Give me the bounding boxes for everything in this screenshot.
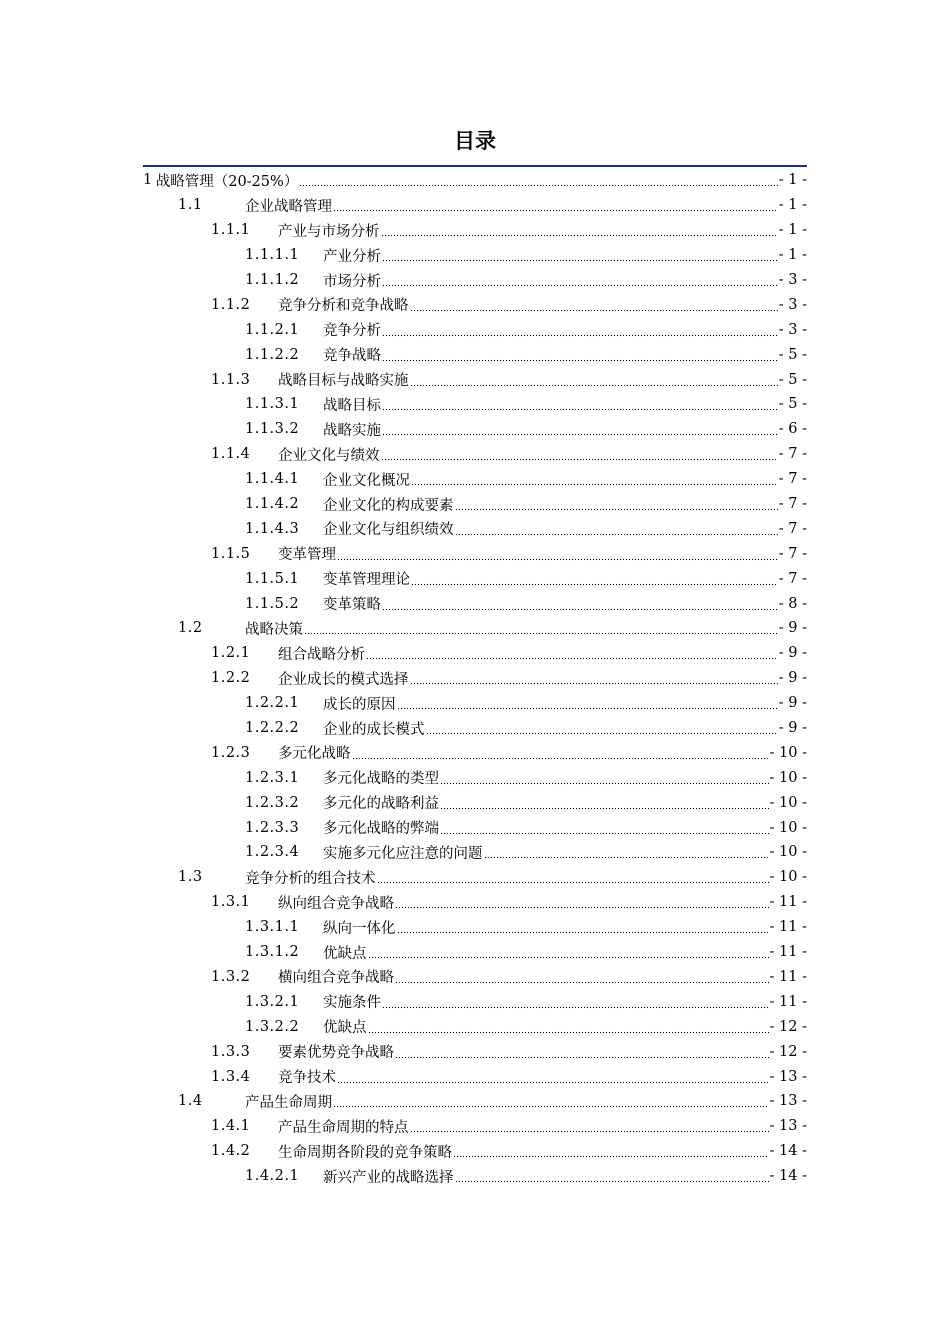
toc-entry[interactable]: [143, 865, 807, 890]
toc-entry-number: 1.4.2: [211, 1143, 251, 1160]
toc-entry[interactable]: [143, 765, 807, 790]
toc-entry-page: - 3 -: [778, 272, 807, 288]
toc-entry[interactable]: [143, 641, 807, 666]
toc-entry[interactable]: [143, 1164, 807, 1189]
toc-entry-number: 1.4.2.1: [245, 1168, 300, 1185]
toc-entry-number: 1.1.1.2: [245, 272, 300, 288]
toc-entry-page: - 12 -: [769, 1018, 807, 1035]
dot-leader: [337, 1070, 769, 1084]
toc-entry[interactable]: [143, 516, 807, 541]
toc-entry-title: 优缺点: [323, 945, 367, 962]
toc-entry-title: 竞争分析和竞争战略: [278, 298, 409, 315]
toc-entry-number: 1.1.2: [211, 296, 251, 313]
toc-entry-title: 竞争技术: [278, 1070, 336, 1086]
toc-entry[interactable]: [143, 1089, 807, 1114]
toc-entry-page: - 10 -: [769, 769, 807, 786]
toc-entry-number: 1.1.4.2: [245, 496, 300, 513]
toc-entry-number: 1.1.4.3: [245, 520, 300, 537]
dot-leader: [397, 920, 769, 934]
toc-entry[interactable]: [143, 342, 807, 367]
dot-leader: [382, 273, 778, 287]
toc-entry-page: - 7 -: [778, 471, 807, 488]
dot-leader: [366, 646, 778, 660]
toc-entry-number: 1.2.1: [211, 645, 251, 662]
toc-entry-title: 企业文化概况: [323, 472, 410, 489]
toc-entry-title: 实施多元化应注意的问题: [323, 845, 483, 862]
toc-entry-number: 1.1.5: [211, 545, 251, 562]
toc-entry-number: 1.3: [178, 869, 203, 886]
toc-entry-page: - 5 -: [778, 346, 807, 363]
toc-entry-title: 组合战略分析: [278, 646, 365, 663]
toc-entry-title: 市场分析: [323, 273, 381, 290]
toc-entry[interactable]: [143, 566, 807, 591]
toc-entry-number: 1.3.1.1: [245, 919, 300, 936]
toc-entry[interactable]: [143, 965, 807, 990]
dot-leader: [352, 746, 769, 760]
toc-entry-number: 1.1: [178, 197, 203, 214]
toc-entry-title: 企业的成长模式: [323, 721, 425, 738]
toc-entry[interactable]: [143, 193, 807, 218]
toc-entry-page: - 10 -: [769, 794, 807, 811]
toc-entry-number: 1.2: [178, 620, 203, 637]
toc-entry-title: 战略实施: [323, 422, 381, 439]
toc-entry-title: 要素优势竞争战略: [278, 1045, 394, 1062]
toc-entry-title: 优缺点: [323, 1020, 367, 1037]
toc-entry[interactable]: [143, 716, 807, 741]
toc-entry-number: 1.2.2.2: [245, 720, 300, 737]
toc-entry-number: 1.1.2.1: [245, 321, 300, 338]
dot-leader: [455, 522, 778, 536]
dot-leader: [382, 248, 778, 262]
dot-leader: [377, 870, 769, 884]
toc-entry-number: 1.2.2: [211, 670, 251, 687]
toc-entry-page: - 1 -: [778, 222, 807, 239]
toc-entry[interactable]: [143, 740, 807, 765]
toc-entry-number: 1.1.2.2: [245, 346, 300, 363]
toc-entry-page: - 11 -: [769, 944, 807, 961]
dot-leader: [411, 572, 778, 586]
toc-entry-title: 新兴产业的战略选择: [323, 1169, 454, 1186]
toc-entry-page: - 7 -: [778, 446, 807, 463]
dot-leader: [382, 348, 778, 362]
dot-leader: [455, 1169, 769, 1183]
toc-entry[interactable]: [143, 541, 807, 566]
toc-entry[interactable]: [143, 790, 807, 815]
toc-entry-title: 竞争分析的组合技术: [245, 870, 376, 887]
dot-leader: [299, 173, 777, 187]
toc-entry-number: 1.3.1.2: [245, 944, 300, 961]
toc-entry-title: 战略决策: [245, 621, 303, 638]
page-title: 目录: [454, 129, 496, 153]
toc-entry-title: 企业文化与组织绩效: [323, 522, 454, 539]
toc-entry[interactable]: [143, 989, 807, 1014]
toc-entry-number: 1.3.1: [211, 894, 251, 911]
toc-entry-page: - 8 -: [778, 595, 807, 612]
toc-entry-page: - 13 -: [769, 1093, 807, 1110]
toc-entry-title: 竞争战略: [323, 348, 381, 365]
toc-entry-page: - 14 -: [769, 1143, 807, 1160]
dot-leader: [382, 323, 778, 337]
toc-entry-page: - 1 -: [778, 247, 807, 264]
toc-entry[interactable]: [143, 168, 807, 193]
toc-entry-title: 企业文化的构成要素: [323, 497, 454, 514]
dot-leader: [410, 1119, 769, 1133]
toc-entry[interactable]: [143, 1139, 807, 1164]
toc-entry-number: 1.3.2: [211, 968, 251, 985]
toc-entry[interactable]: [143, 492, 807, 517]
toc-entry-number: 1.3.3: [211, 1043, 251, 1060]
toc-entry-number: 1.1.4: [211, 446, 251, 463]
toc-entry-page: - 3 -: [778, 296, 807, 313]
dot-leader: [440, 771, 769, 785]
dot-leader: [395, 970, 769, 984]
toc-entry-title: 纵向一体化: [323, 920, 396, 937]
toc-entry-page: - 3 -: [778, 321, 807, 338]
toc-entry-page: - 9 -: [778, 645, 807, 662]
toc-entry-page: - 7 -: [778, 570, 807, 587]
toc-entry-number: 1.4.1: [211, 1118, 251, 1135]
toc-entry[interactable]: [143, 691, 807, 716]
dot-leader: [333, 198, 778, 212]
dot-leader: [382, 422, 778, 436]
toc-entry-page: - 9 -: [778, 695, 807, 712]
toc-entry-number: 1.1.3: [211, 371, 251, 388]
dot-leader: [484, 845, 769, 859]
toc-entry[interactable]: [143, 1114, 807, 1139]
dot-leader: [397, 696, 778, 710]
toc-entry-number: 1.2.3.3: [245, 819, 300, 836]
toc-entry[interactable]: [143, 268, 807, 293]
toc-entry-number: 1.2.3: [211, 744, 251, 761]
toc-entry-number: 1.3.2.2: [245, 1018, 300, 1035]
toc-entry-number: 1.1.5.2: [245, 595, 300, 612]
dot-leader: [368, 1020, 769, 1034]
toc-entry[interactable]: [143, 417, 807, 442]
toc-entry[interactable]: [143, 467, 807, 492]
toc-entry-title: 多元化的战略利益: [323, 796, 439, 813]
dot-leader: [440, 796, 769, 810]
dot-leader: [395, 895, 769, 909]
toc-entry-page: - 5 -: [778, 396, 807, 413]
dot-leader: [410, 373, 778, 387]
toc-entry-number: 1.1.4.1: [245, 471, 300, 488]
toc-entry-page: - 13 -: [769, 1118, 807, 1135]
toc-entry-page: - 10 -: [769, 744, 807, 761]
toc-entry-page: - 5 -: [778, 371, 807, 388]
toc-entry-page: - 9 -: [778, 620, 807, 637]
toc-entry-title: 战略管理（20-25%）: [155, 173, 299, 190]
dot-leader: [411, 472, 778, 486]
dot-leader: [455, 497, 778, 511]
dot-leader: [382, 397, 778, 411]
dot-leader: [381, 223, 778, 237]
toc-entry-number: 1.1.1: [211, 222, 251, 239]
toc-entry-page: - 10 -: [769, 869, 807, 886]
toc-entry-number: 1.1.5.1: [245, 570, 300, 587]
toc-entry-title: 变革管理: [278, 547, 336, 564]
toc-entry-title: 产业分析: [323, 248, 381, 265]
toc-entry-title: 成长的原因: [323, 696, 396, 713]
dot-leader: [337, 547, 778, 561]
toc-entry-number: 1.2.3.4: [245, 844, 300, 861]
title-rule: [143, 165, 807, 167]
toc-entry-page: - 10 -: [769, 844, 807, 861]
toc-entry-title: 竞争分析: [323, 323, 381, 340]
toc-entry-page: - 1 -: [778, 172, 807, 189]
toc-entry-page: - 11 -: [769, 919, 807, 936]
dot-leader: [333, 1094, 769, 1108]
toc-entry[interactable]: [143, 218, 807, 243]
toc-entry-page: - 11 -: [769, 968, 807, 985]
toc-list: [143, 168, 807, 1189]
toc-entry-number: 1.1.3.1: [245, 396, 300, 413]
toc-entry-number: 1: [143, 172, 153, 189]
toc-entry-title: 横向组合竞争战略: [278, 970, 394, 987]
toc-entry-number: 1.1.1.1: [245, 247, 300, 264]
toc-entry[interactable]: [143, 367, 807, 392]
toc-entry-number: 1.1.3.2: [245, 421, 300, 438]
toc-entry[interactable]: [143, 317, 807, 342]
toc-entry[interactable]: [143, 1039, 807, 1064]
toc-entry-page: - 11 -: [769, 894, 807, 911]
toc-entry-page: - 9 -: [778, 720, 807, 737]
toc-entry-number: 1.2.2.1: [245, 695, 300, 712]
toc-entry-title: 纵向组合竞争战略: [278, 895, 394, 912]
toc-entry-page: - 7 -: [778, 520, 807, 537]
dot-leader: [426, 721, 778, 735]
toc-entry[interactable]: [143, 840, 807, 865]
dot-leader: [382, 995, 769, 1009]
toc-entry[interactable]: [143, 616, 807, 641]
toc-entry-title: 多元化战略的类型: [323, 771, 439, 788]
dot-leader: [304, 621, 778, 635]
toc-entry-title: 企业战略管理: [245, 198, 332, 215]
dot-leader: [410, 671, 778, 685]
dot-leader: [453, 1144, 769, 1158]
toc-entry-page: - 11 -: [769, 993, 807, 1010]
toc-entry[interactable]: [143, 666, 807, 691]
toc-entry[interactable]: [143, 442, 807, 467]
toc-entry-title: 企业文化与绩效: [278, 447, 380, 464]
toc-entry-title: 战略目标与战略实施: [278, 373, 409, 390]
toc-entry-page: - 13 -: [769, 1068, 807, 1085]
toc-entry-title: 实施条件: [323, 995, 381, 1012]
toc-entry-number: 1.2.3.2: [245, 794, 300, 811]
toc-entry[interactable]: [143, 890, 807, 915]
toc-entry-title: 变革管理理论: [323, 572, 410, 589]
toc-entry-title: 多元化战略的弊端: [323, 821, 439, 838]
dot-leader: [368, 945, 769, 959]
toc-entry-page: - 6 -: [778, 421, 807, 438]
toc-entry[interactable]: [143, 940, 807, 965]
toc-entry[interactable]: [143, 392, 807, 417]
dot-leader: [382, 597, 778, 611]
toc-entry-page: - 12 -: [769, 1043, 807, 1060]
toc-entry[interactable]: [143, 915, 807, 940]
dot-leader: [395, 1045, 769, 1059]
toc-entry-title: 产品生命周期的特点: [278, 1119, 409, 1136]
dot-leader: [410, 298, 778, 312]
toc-entry-title: 多元化战略: [278, 746, 351, 763]
toc-entry-title: 变革策略: [323, 597, 381, 614]
toc-entry[interactable]: [143, 292, 807, 317]
toc-entry-title: 生命周期各阶段的竞争策略: [278, 1144, 452, 1161]
toc-entry-title: 产业与市场分析: [278, 223, 380, 240]
toc-entry-number: 1.3.2.1: [245, 993, 300, 1010]
dot-leader: [381, 447, 778, 461]
toc-entry-title: 企业成长的模式选择: [278, 671, 409, 688]
toc-entry-page: - 1 -: [778, 197, 807, 214]
toc-entry-number: 1.4: [178, 1093, 203, 1110]
toc-entry[interactable]: [143, 243, 807, 268]
toc-entry-page: - 9 -: [778, 670, 807, 687]
toc-entry-number: 1.2.3.1: [245, 769, 300, 786]
toc-entry-page: - 7 -: [778, 545, 807, 562]
toc-entry[interactable]: [143, 1064, 807, 1089]
toc-entry-page: - 14 -: [769, 1168, 807, 1185]
dot-leader: [440, 821, 769, 835]
toc-entry[interactable]: [143, 591, 807, 616]
toc-entry[interactable]: [143, 1014, 807, 1039]
toc-entry-number: 1.3.4: [211, 1068, 251, 1085]
toc-entry-title: 战略目标: [323, 397, 381, 414]
toc-entry-page: - 10 -: [769, 819, 807, 836]
toc-entry-page: - 7 -: [778, 496, 807, 513]
toc-entry-title: 产品生命周期: [245, 1094, 332, 1111]
toc-entry[interactable]: [143, 815, 807, 840]
